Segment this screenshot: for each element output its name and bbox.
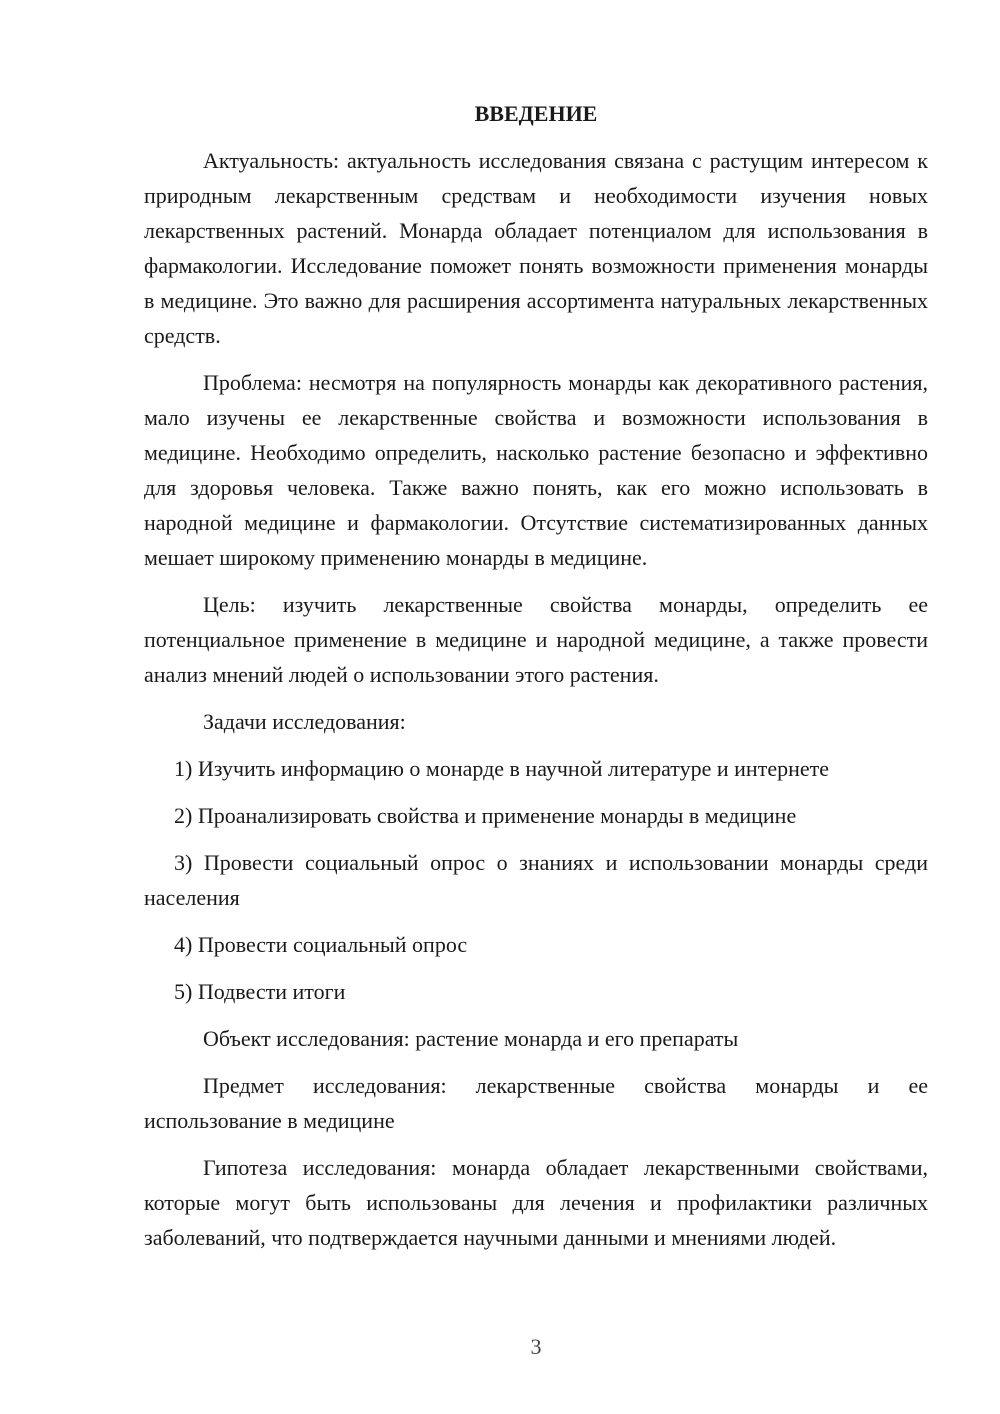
hypothesis-paragraph: Гипотеза исследования: монарда обладает лекарственными свойствами, которые могут быть использованы для лечения и профилактики различных заболеваний, что подтверждается научными данными и мнениями людей. <box>144 1155 928 1250</box>
task-item: 2) Проанализировать свойства и применение монарды в медицине <box>174 803 797 828</box>
goal-paragraph: Цель: изучить лекарственные свойства монарды, определить ее потенциальное применение в медицине и народной медицине, а также провести анализ мнений людей о использовании этого растения. <box>144 592 928 687</box>
problem-paragraph: Проблема: несмотря на популярность монарды как декоративного растения, мало изучены ее лекарственные свойства и возможности использования в медицине. Необходимо определить, насколько растение безопасно и эффективно для здоровья человека. Также важно понять, как его можно использовать в народной медицине и фармакологии. Отсутствие систематизированных данных мешает широкому применению монарды в медицине. <box>144 370 928 570</box>
page-number: 3 <box>530 1334 542 1359</box>
document-page <box>144 96 928 1267</box>
object-paragraph: Объект исследования: растение монарда и его препараты <box>203 1026 739 1051</box>
task-item: 4) Провести социальный опрос <box>174 932 468 957</box>
tasks-heading: Задачи исследования: <box>203 709 406 734</box>
task-item: 1) Изучить информацию о монарде в научной литературе и интернете <box>174 756 829 781</box>
relevance-paragraph: Актуальность: актуальность исследования связана с растущим интересом к природным лекарственным средствам и необходимости изучения новых лекарственных растений. Монарда обладает потенциалом для использования в фармакологии. Исследование поможет понять возможности применения монарды в медицине. Это важно для расширения ассортимента натуральных лекарственных средств. <box>144 148 928 348</box>
document-title: ВВЕДЕНИЕ <box>474 101 598 126</box>
task-item: 5) Подвести итоги <box>174 979 346 1004</box>
subject-paragraph: Предмет исследования: лекарственные свойства монарды и ее использование в медицине <box>144 1073 928 1133</box>
task-item: 3) Провести социальный опрос о знаниях и использовании монарды среди населения <box>144 850 928 910</box>
